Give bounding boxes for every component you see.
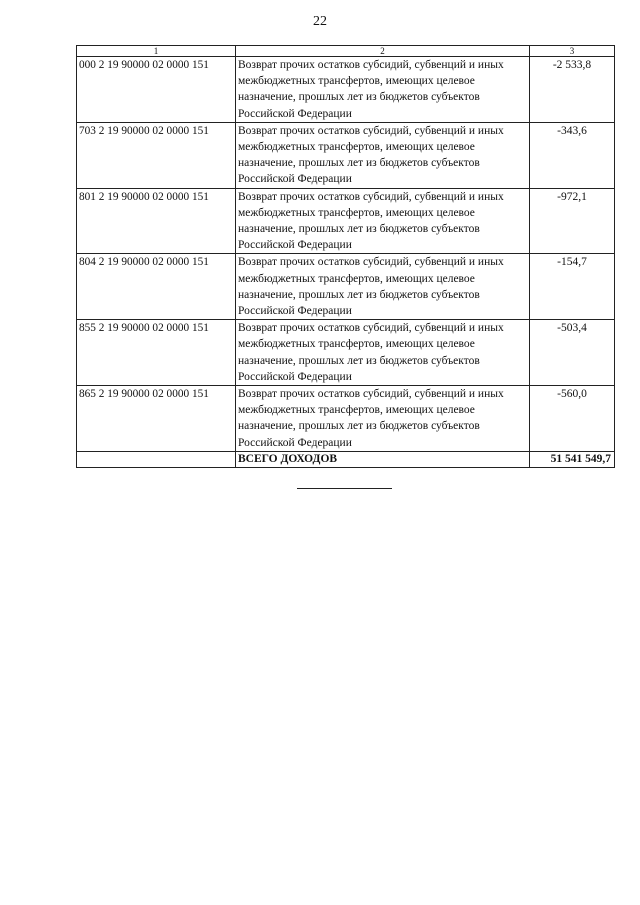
budget-code-cell: 855 2 19 90000 02 0000 151 — [77, 320, 236, 386]
column-header-1: 1 — [77, 46, 236, 57]
amount-cell: -343,6 — [530, 122, 615, 188]
total-empty-cell — [77, 451, 236, 467]
page-number: 22 — [313, 14, 327, 29]
end-of-table-divider — [297, 488, 392, 489]
budget-code-cell: 703 2 19 90000 02 0000 151 — [77, 122, 236, 188]
table-row — [77, 254, 615, 320]
budget-code-cell: 804 2 19 90000 02 0000 151 — [77, 254, 236, 320]
table-row — [77, 122, 615, 188]
description-cell: Возврат прочих остатков субсидий, субвенций и иных межбюджетных трансфертов, имеющих целевое назначение, прошлых лет из бюджетов субъектов Российской Федерации — [236, 320, 530, 386]
budget-code-cell: 865 2 19 90000 02 0000 151 — [77, 386, 236, 452]
table-row — [77, 188, 615, 254]
total-label: ВСЕГО ДОХОДОВ — [236, 451, 530, 467]
total-amount: 51 541 549,7 — [530, 451, 615, 467]
table-row — [77, 57, 615, 123]
description-cell: Возврат прочих остатков субсидий, субвенций и иных межбюджетных трансфертов, имеющих целевое назначение, прошлых лет из бюджетов субъектов Российской Федерации — [236, 254, 530, 320]
total-row — [77, 451, 615, 467]
description-cell: Возврат прочих остатков субсидий, субвенций и иных межбюджетных трансфертов, имеющих целевое назначение, прошлых лет из бюджетов субъектов Российской Федерации — [236, 188, 530, 254]
header-row — [77, 46, 615, 57]
table-row — [77, 386, 615, 452]
description-cell: Возврат прочих остатков субсидий, субвенций и иных межбюджетных трансфертов, имеющих целевое назначение, прошлых лет из бюджетов субъектов Российской Федерации — [236, 57, 530, 123]
column-header-3: 3 — [530, 46, 615, 57]
budget-revenue-table — [76, 45, 615, 468]
amount-cell: -2 533,8 — [530, 57, 615, 123]
amount-cell: -560,0 — [530, 386, 615, 452]
table-body — [77, 57, 615, 468]
budget-code-cell: 801 2 19 90000 02 0000 151 — [77, 188, 236, 254]
amount-cell: -972,1 — [530, 188, 615, 254]
description-cell: Возврат прочих остатков субсидий, субвенций и иных межбюджетных трансфертов, имеющих целевое назначение, прошлых лет из бюджетов субъектов Российской Федерации — [236, 122, 530, 188]
description-cell: Возврат прочих остатков субсидий, субвенций и иных межбюджетных трансфертов, имеющих целевое назначение, прошлых лет из бюджетов субъектов Российской Федерации — [236, 386, 530, 452]
amount-cell: -503,4 — [530, 320, 615, 386]
amount-cell: -154,7 — [530, 254, 615, 320]
budget-code-cell: 000 2 19 90000 02 0000 151 — [77, 57, 236, 123]
table-header — [77, 46, 615, 57]
column-header-2: 2 — [236, 46, 530, 57]
table-row — [77, 320, 615, 386]
